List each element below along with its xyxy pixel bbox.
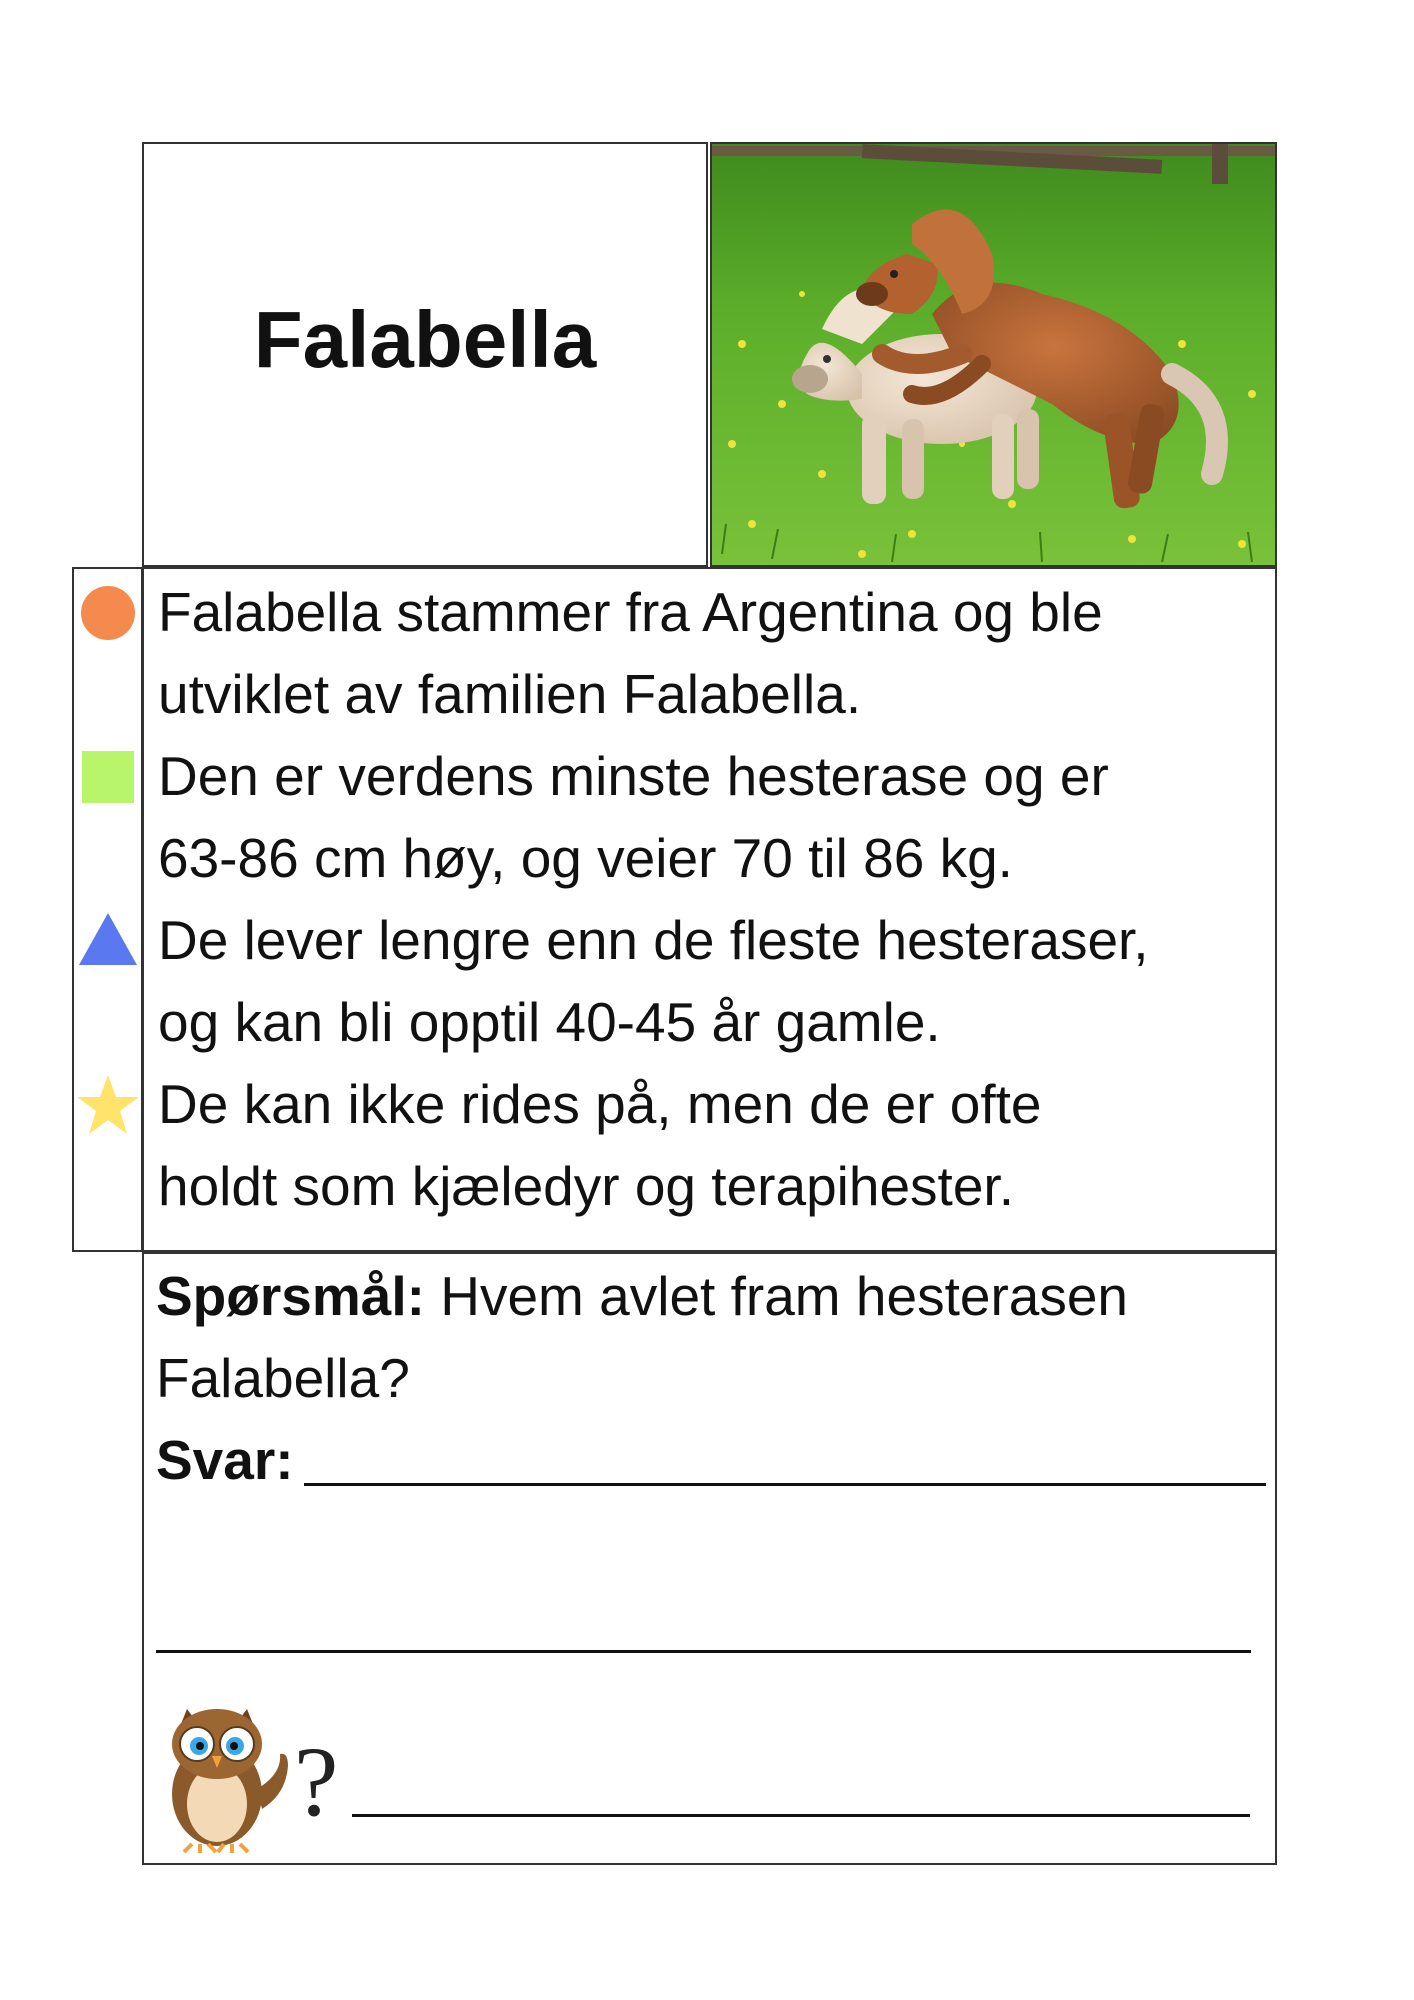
answer-line-1[interactable] xyxy=(304,1483,1266,1486)
question-text-continued: Falabella? xyxy=(156,1347,410,1409)
fact-line: og kan bli opptil 40-45 år gamle. xyxy=(158,991,941,1053)
page-title: Falabella xyxy=(253,295,597,384)
question-text: Hvem avlet fram hesterasen xyxy=(424,1265,1129,1327)
answer-line-3[interactable] xyxy=(352,1814,1250,1817)
answer-label-text: Svar: xyxy=(156,1429,294,1491)
question-cell xyxy=(142,1252,1277,1865)
yellow-star-icon xyxy=(77,1075,139,1135)
blue-triangle-icon xyxy=(79,913,137,965)
title-cell xyxy=(142,142,708,567)
answer-label xyxy=(156,1428,294,1492)
question-line xyxy=(156,1264,1128,1328)
fact-line: De kan ikke rides på, men de er ofte xyxy=(158,1073,1042,1135)
fact-line: 63-86 cm høy, og veier 70 til 86 kg. xyxy=(158,827,1013,889)
facts-cell xyxy=(142,567,1277,1252)
fact-line: De lever lengre enn de fleste hesteraser, xyxy=(158,909,1149,971)
question-mark: ? xyxy=(294,1726,339,1837)
orange-circle-icon xyxy=(79,584,137,642)
fact-line: utviklet av familien Falabella. xyxy=(158,663,862,725)
fact-line: Den er verdens minste hesterase og er xyxy=(158,745,1109,807)
owl-icon xyxy=(162,1694,292,1854)
fact-line: Falabella stammer fra Argentina og ble xyxy=(158,581,1103,643)
fact-line: holdt som kjæledyr og terapihester. xyxy=(158,1155,1014,1217)
bullet-column xyxy=(72,567,143,1252)
question-label: Spørsmål: xyxy=(156,1265,425,1327)
ponies-photo xyxy=(710,142,1277,567)
ponies-photo-image xyxy=(712,144,1275,565)
green-square-icon xyxy=(82,751,134,803)
answer-line-2[interactable] xyxy=(156,1650,1251,1653)
